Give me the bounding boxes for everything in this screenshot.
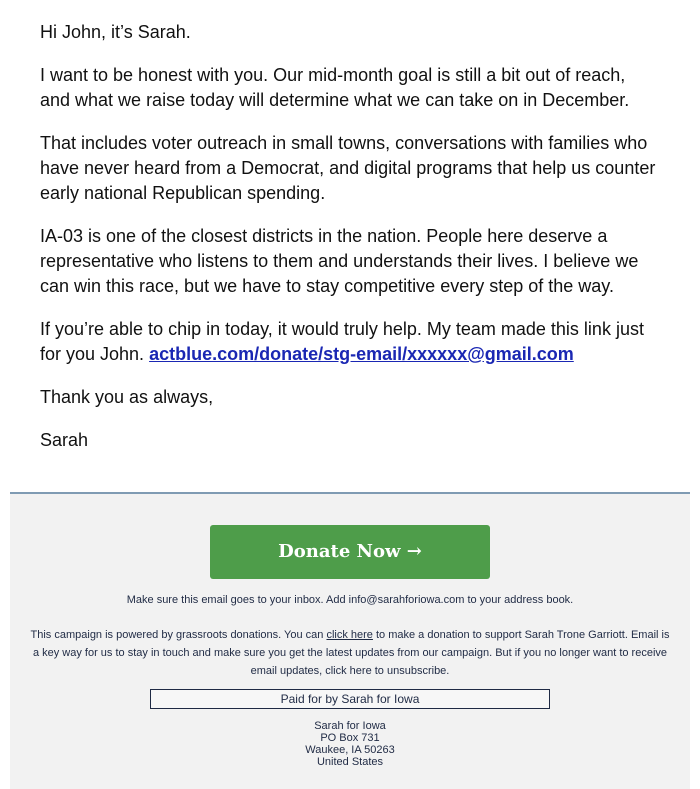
- powered-by-text: [30, 626, 670, 680]
- paragraph-ask: [40, 317, 660, 367]
- paid-for-box: Paid for by Sarah for Iowa: [150, 689, 550, 709]
- mailing-address: [10, 720, 690, 768]
- powered-post: to make a donation to support Sarah Trone Garriott. Email is a key way for us to stay in touch and make sure you get the latest updates from our campaign. But if you no longer want to receive email updates, click here to unsubscribe.: [32, 629, 670, 677]
- address-line: Waukee, IA 50263: [305, 744, 395, 756]
- powered-pre: This campaign is powered by grassroots donations. You can: [30, 629, 327, 641]
- donate-link[interactable]: actblue.com/donate/stg-email/xxxxxx@gmail.com: [149, 344, 574, 364]
- click-here-link[interactable]: click here: [326, 629, 373, 641]
- address-line: PO Box 731: [320, 732, 380, 744]
- address-line: United States: [316, 756, 384, 768]
- paragraph-outreach: That includes voter outreach in small towns, conversations with families who have never heard from a Democrat, and digital programs that help us counter early national Republican spending.: [40, 133, 656, 203]
- paragraph-goal: I want to be honest with you. Our mid-month goal is still a bit out of reach, and what we raise today will determine what we can take on in December.: [40, 65, 630, 110]
- greeting: Hi John, it’s Sarah.: [40, 22, 191, 42]
- email-footer: [10, 492, 690, 789]
- ask-text: If you’re able to chip in today, it would truly help. My team made this link just for you John.: [40, 319, 644, 364]
- paragraph-district: IA-03 is one of the closest districts in the nation. People here deserve a representative who listens to them and understands their lives. I believe we can win this race, but we have to stay competitive every step of the way.: [40, 226, 639, 296]
- closing: Thank you as always,: [40, 387, 214, 407]
- address-line: Sarah for Iowa: [314, 720, 386, 732]
- donate-now-button[interactable]: Donate Now →: [210, 525, 490, 579]
- inbox-note: Make sure this email goes to your inbox. Add info@sarahforiowa.com to your address book.: [126, 594, 574, 606]
- signature: Sarah: [40, 430, 89, 450]
